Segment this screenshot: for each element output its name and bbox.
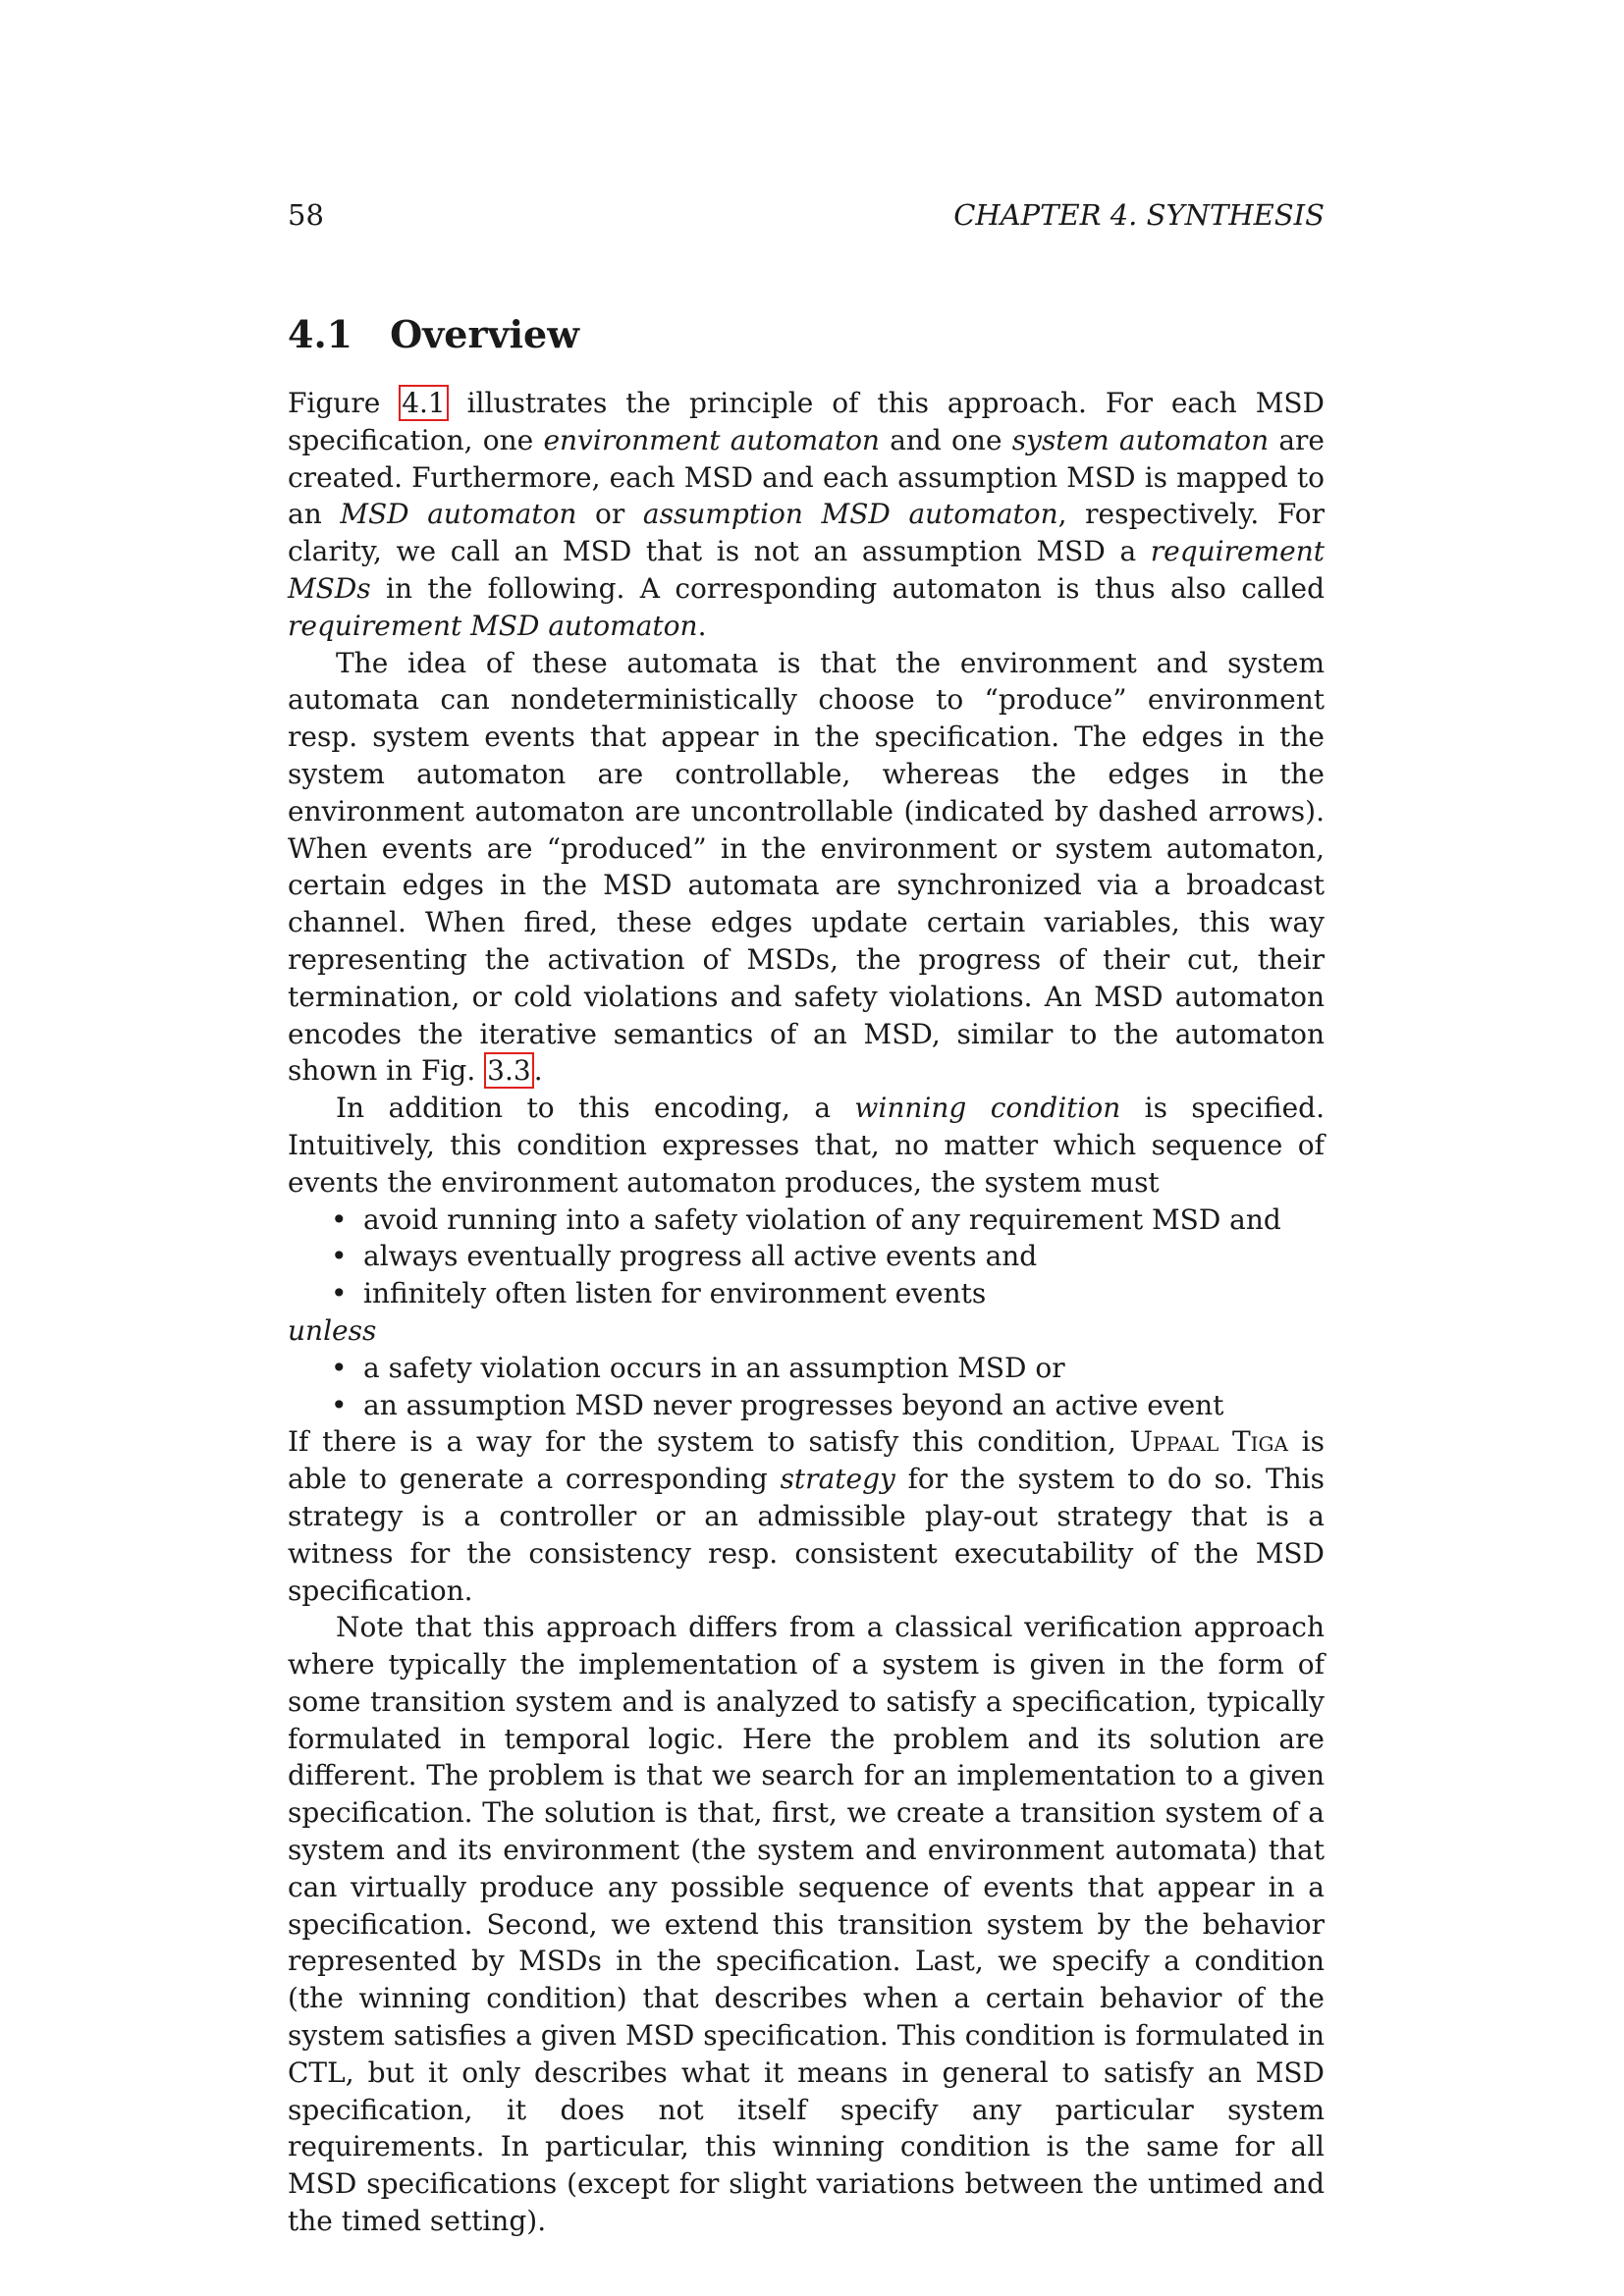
list-item: • always eventually progress all active events and xyxy=(288,1238,1325,1275)
paragraph-2: The idea of these automata is that the environment and system automata can nondeterministically choose to “produce” environment resp. system events that appear in the specification. The edges in the system automaton are controllable, whereas the edges in the environment automaton are uncontrollable (indicated by dashed arrows). When events are “produced” in the environment or system automaton, certain edges in the MSD automata are synchronized via a broadcast channel. When fired, these edges update certain variables, this way representing the activation of MSDs, the progress of their cut, their termination, or cold violations and safety violations. An MSD automaton encodes the iterative semantics of an MSD, similar to the automaton shown in Fig. 3.3 . xyxy=(288,646,1325,1088)
bullet-icon: • xyxy=(331,1277,348,1310)
paragraph-3: In addition to this encoding, a winning condition is specified. Intuitively, this condition expresses that, no matter which sequence of events the environment automaton produces, the system must xyxy=(288,1092,1325,1199)
condition-list xyxy=(288,1201,1325,1312)
list-item: • infinitely often listen for environment events xyxy=(288,1275,1325,1312)
exception-list xyxy=(288,1350,1325,1424)
page-content xyxy=(288,196,1325,2240)
paragraph-4: If there is a way for the system to satisfy this condition, Uppaal Tiga is able to generate a corresponding strategy for the system to do so. This strategy is a controller or an admissible play-out strategy that is a witness for the consistency resp. consistent executability of the MSD specification. xyxy=(288,1425,1326,1607)
chapter-title: CHAPTER 4. SYNTHESIS xyxy=(953,198,1325,232)
list-item: • an assumption MSD never progresses beyond an active event xyxy=(288,1387,1325,1424)
section-number: 4.1 xyxy=(288,312,353,356)
list-item: • a safety violation occurs in an assumption MSD or xyxy=(288,1350,1325,1387)
page-number: 58 xyxy=(288,198,324,232)
bullet-icon: • xyxy=(331,1351,348,1384)
paragraph-1: Figure 4.1 illustrates the principle of this approach. For each MSD specification, one environment automaton and one system automaton are created. Furthermore, each MSD and each assumption MSD is mapped to an MSD automaton or assumption MSD automaton, respectively. For clarity, we call an MSD that is not an assumption MSD a requirement MSDs in the following. A corresponding automaton is thus also called requirement MSD automaton. xyxy=(288,387,1325,642)
paragraph-5: Note that this approach differs from a classical verification approach where typically the implementation of a system is given in the form of some transition system and is analyzed to satisfy a specification, typically formulated in temporal logic. Here the problem and its solution are different. The problem is that we search for an implementation to a given specification. The solution is that, first, we create a transition system of a system and its environment (the system and environment automata) that can virtually produce any possible sequence of events that appear in a specification. Second, we extend this transition system by the behavior represented by MSDs in the specification. Last, we specify a condition (the winning condition) that describes when a certain behavior of the system satisfies a given MSD specification. This condition is formulated in CTL, but it only describes what it means in general to satisfy an MSD specification, it does not itself specify any particular system requirements. In particular, this winning condition is the same for all MSD specifications (except for slight variations between the untimed and the timed setting). xyxy=(288,1611,1325,2238)
section-heading xyxy=(288,310,1325,359)
figure-link[interactable]: 4.1 xyxy=(399,385,449,421)
body-text xyxy=(288,385,1325,2240)
bullet-icon: • xyxy=(331,1202,348,1236)
bullet-icon: • xyxy=(331,1240,348,1273)
bullet-icon: • xyxy=(331,1388,348,1421)
running-head xyxy=(288,196,1325,234)
section-title: Overview xyxy=(390,312,579,356)
unless-label: unless xyxy=(288,1313,377,1347)
list-item: • avoid running into a safety violation of any requirement MSD and xyxy=(288,1201,1325,1239)
figure-link[interactable]: 3.3 xyxy=(484,1052,534,1089)
